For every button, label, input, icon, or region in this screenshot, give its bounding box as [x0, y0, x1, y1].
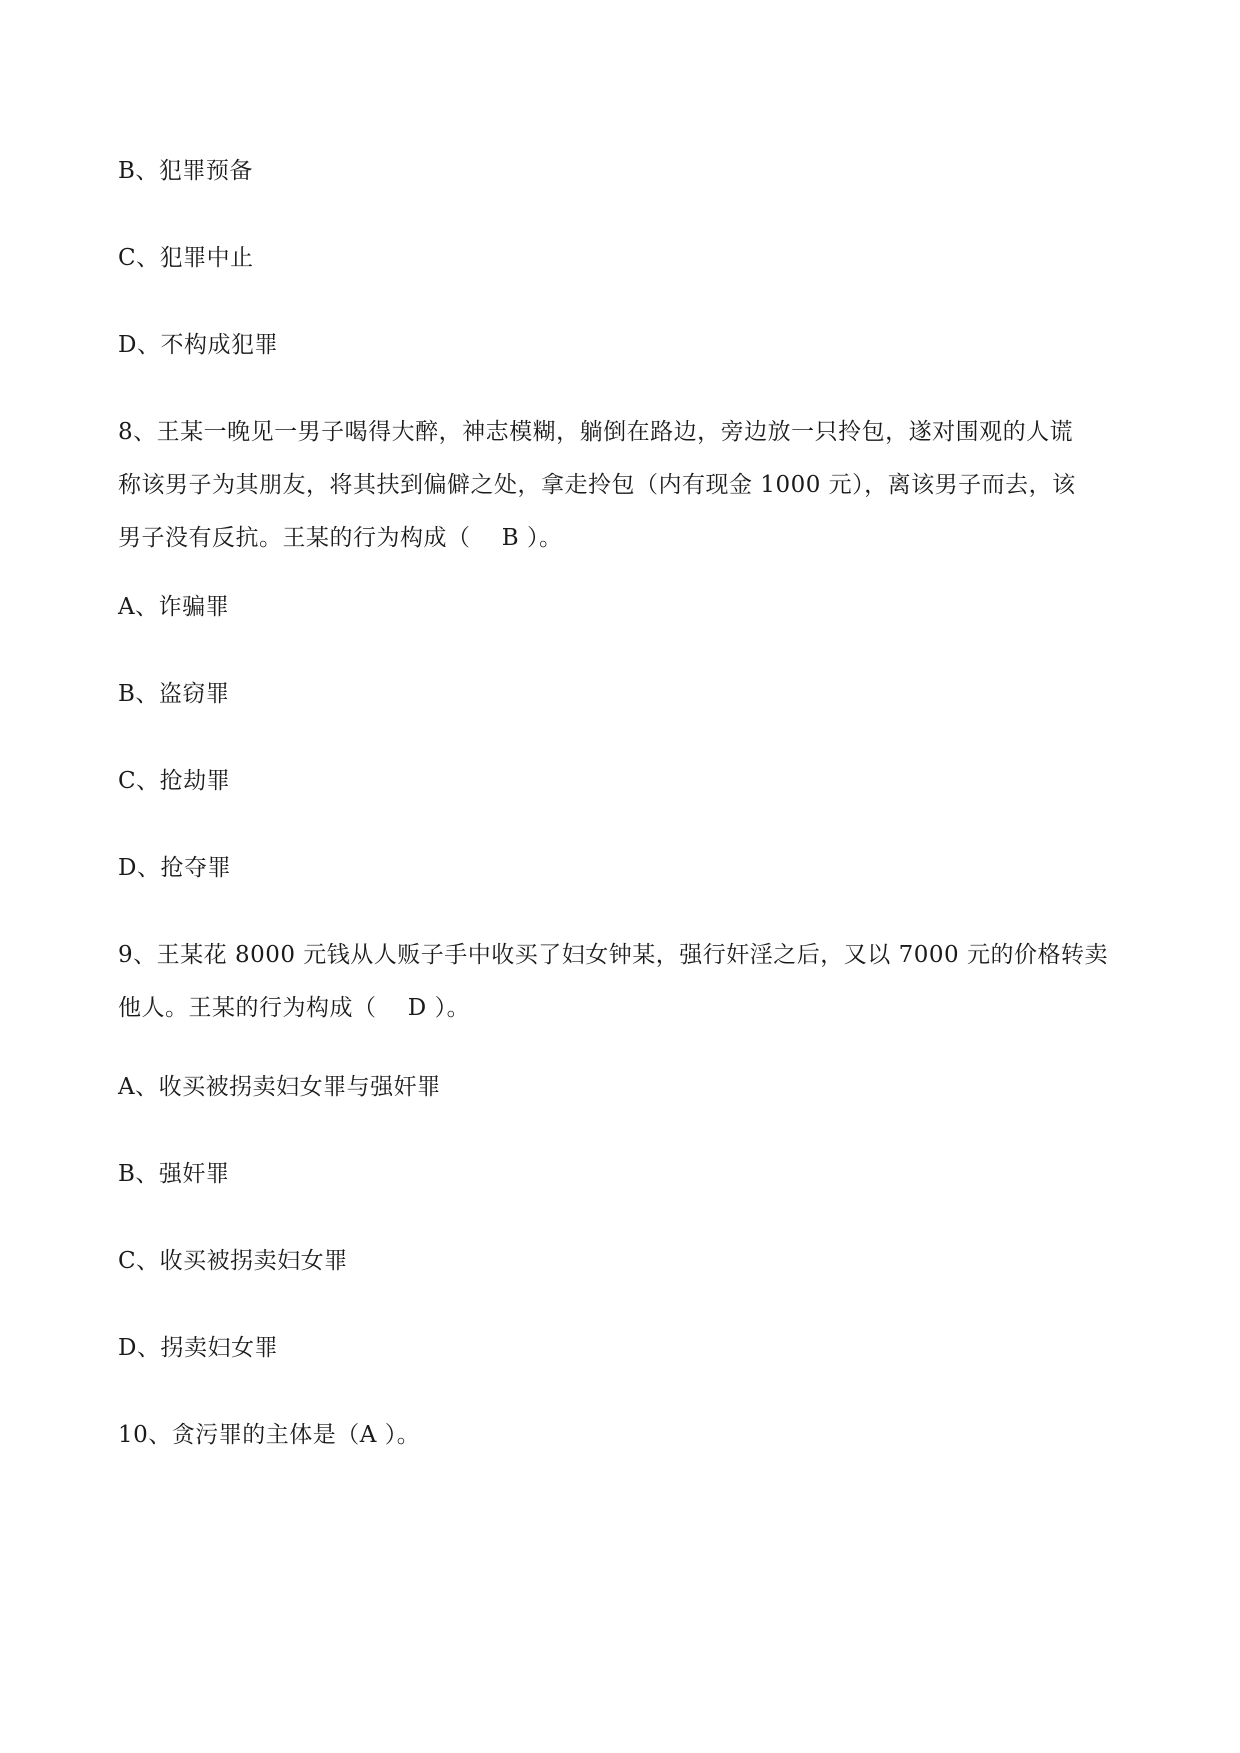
question-10: 10、贪污罪的主体是（A ）。 — [118, 1422, 421, 1448]
q8-option-a: A、诈骗罪 — [118, 594, 230, 620]
question-9-line: 他人。王某的行为构成（ D ）。 — [118, 995, 471, 1021]
q8-option-d: D、抢夺罪 — [118, 855, 231, 881]
q9-option-a: A、收买被拐卖妇女罪与强奸罪 — [118, 1074, 441, 1100]
option-b-preparation: B、犯罪预备 — [118, 158, 253, 184]
q9-option-d: D、拐卖妇女罪 — [118, 1335, 278, 1361]
question-8-line: 称该男子为其朋友，将其扶到偏僻之处，拿走拎包（内有现金 1000 元），离该男子而去，该 — [118, 472, 1076, 498]
option-c-suspension: C、犯罪中止 — [118, 245, 254, 271]
question-8-line: 男子没有反抗。王某的行为构成（ B ）。 — [118, 525, 563, 551]
question-8-line: 8、王某一晚见一男子喝得大醉，神志模糊，躺倒在路边，旁边放一只拎包，遂对围观的人谎 — [118, 419, 1074, 445]
question-9 — [118, 939, 1128, 1045]
question-8 — [118, 416, 1128, 575]
question-9-line: 9、王某花 8000 元钱从人贩子手中收买了妇女钟某，强行奸淫之后，又以 7000 元的价格转卖 — [118, 942, 1108, 968]
q8-option-c: C、抢劫罪 — [118, 768, 231, 794]
q8-option-b: B、盗窃罪 — [118, 681, 230, 707]
q9-option-b: B、强奸罪 — [118, 1161, 230, 1187]
option-d-no-crime: D、不构成犯罪 — [118, 332, 278, 358]
q9-option-c: C、收买被拐卖妇女罪 — [118, 1248, 348, 1274]
